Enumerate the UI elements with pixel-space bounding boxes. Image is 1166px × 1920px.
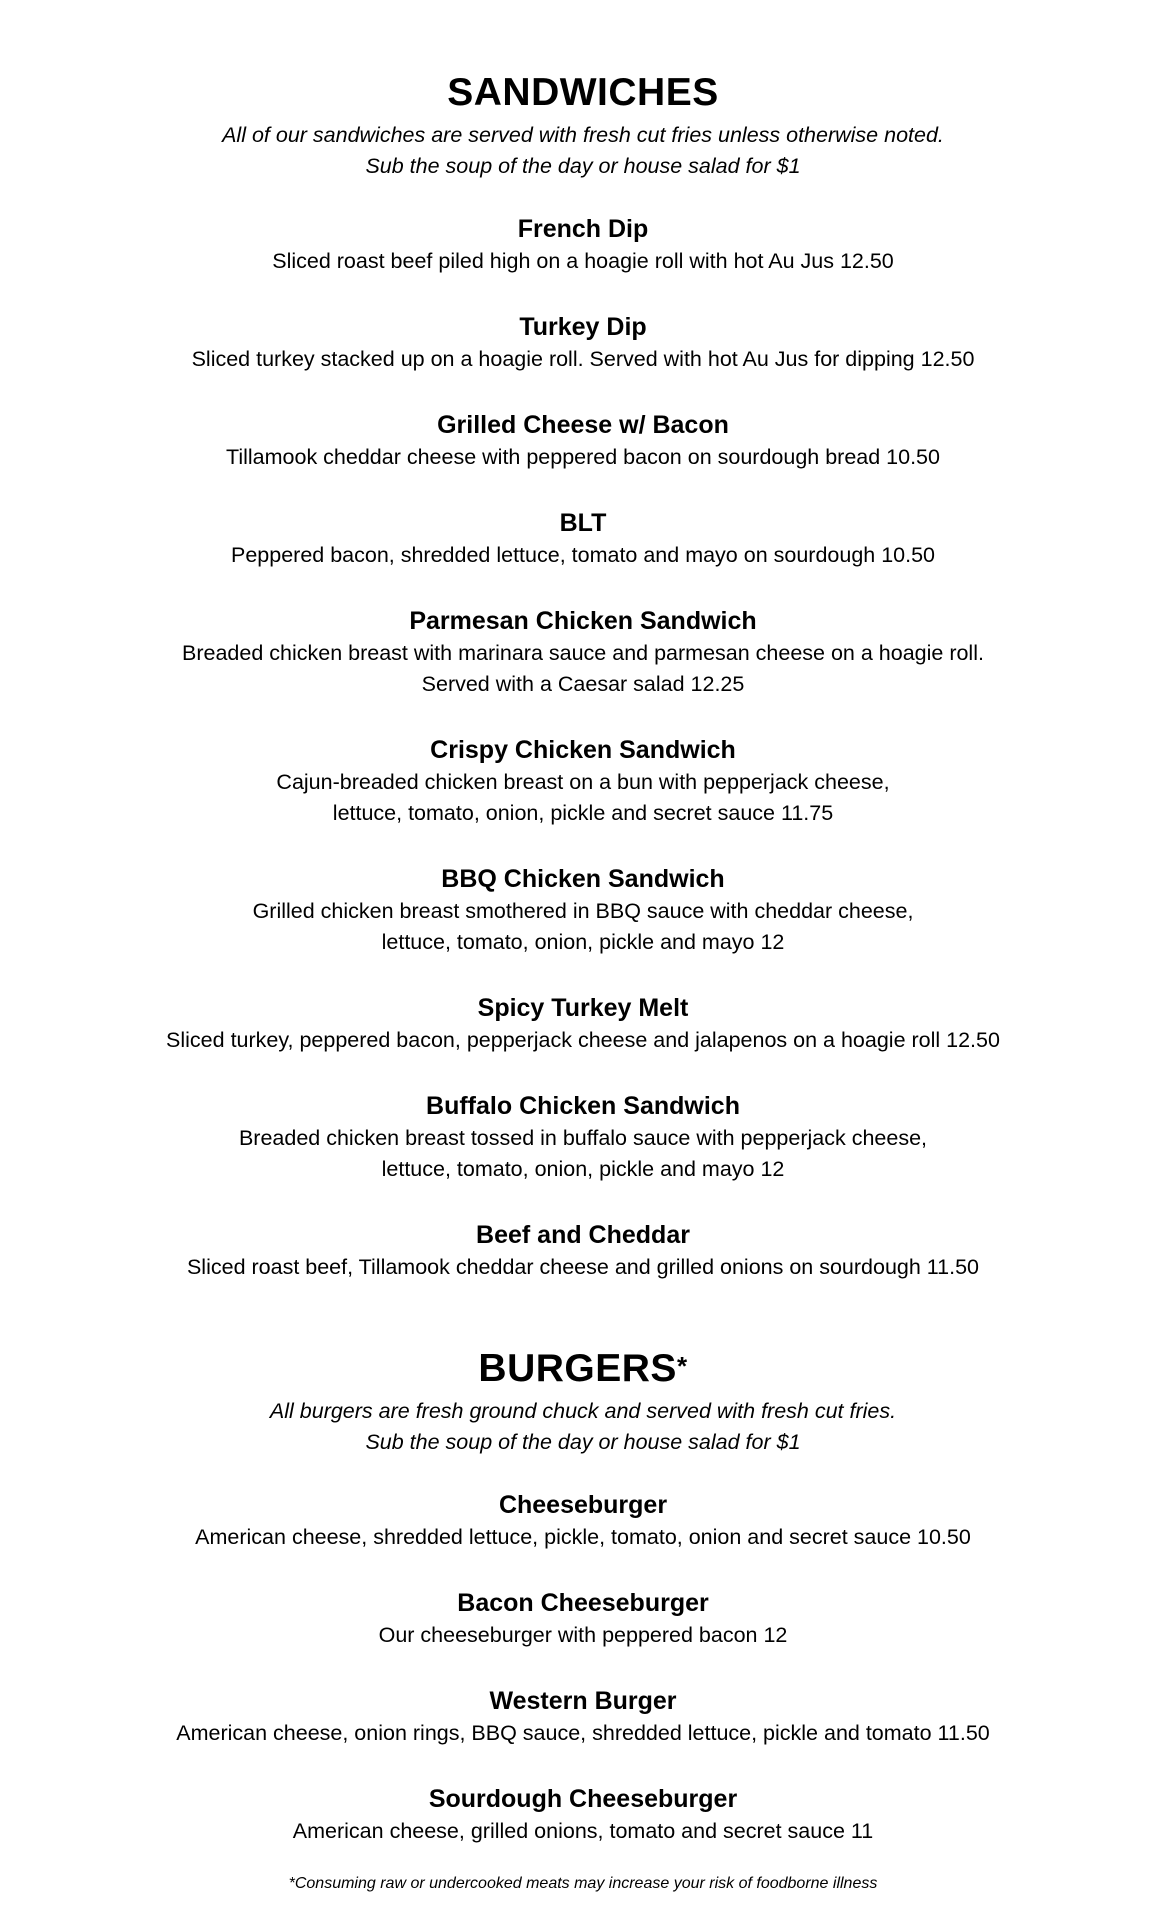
sandwiches-list [0,212,1166,1283]
menu-item-description: Sliced roast beef, Tillamook cheddar cheese and grilled onions on sourdough 11.50 [186,1255,980,1279]
menu-item-description: Tillamook cheddar cheese with peppered bacon on sourdough bread 10.50 [226,445,940,469]
sandwiches-title: SANDWICHES [447,71,719,114]
menu-item [0,1488,1166,1553]
menu-item-description: Sliced roast beef piled high on a hoagie roll with hot Au Jus 12.50 [272,249,894,273]
menu-item-description: Peppered bacon, shredded lettuce, tomato and mayo on sourdough 10.50 [230,543,936,567]
burgers-note-line-1: All burgers are fresh ground chuck and served with fresh cut fries. [269,1399,897,1423]
menu-item-name: Beef and Cheddar [476,1221,690,1249]
menu-item-name: Bacon Cheeseburger [457,1589,709,1617]
menu-item-description: Our cheeseburger with peppered bacon 12 [378,1623,788,1647]
menu-item-description: American cheese, grilled onions, tomato and secret sauce 11 [292,1819,874,1843]
menu-item-description-line-2: lettuce, tomato, onion, pickle and mayo 12 [381,930,785,954]
menu-item-name: Western Burger [489,1687,677,1715]
menu-item-description-line-1: Breaded chicken breast tossed in buffalo sauce with pepperjack cheese, [238,1126,928,1150]
menu-item [0,1089,1166,1185]
menu-item-name: BLT [559,509,607,537]
menu-item-name: Crispy Chicken Sandwich [430,736,736,764]
menu-item [0,1586,1166,1651]
menu-item-description-line-2: lettuce, tomato, onion, pickle and secret sauce 11.75 [332,801,834,825]
menu-item [0,1218,1166,1283]
sandwiches-section [0,68,1166,1283]
menu-item [0,991,1166,1056]
menu-item-name: Cheeseburger [498,1491,668,1519]
menu-item-description-line-2: lettuce, tomato, onion, pickle and mayo 12 [381,1157,785,1181]
burgers-list [0,1488,1166,1847]
menu-item-description-line-1: Cajun-breaded chicken breast on a bun with pepperjack cheese, [276,770,890,794]
menu-item-name: French Dip [517,215,649,243]
menu-item-description: Sliced turkey, peppered bacon, pepperjack cheese and jalapenos on a hoagie roll 12.50 [166,1028,1000,1052]
menu-item-name: Grilled Cheese w/ Bacon [437,411,729,439]
menu-item-name: BBQ Chicken Sandwich [441,865,725,893]
menu-item [0,506,1166,571]
menu-item [0,1782,1166,1847]
footnote: *Consuming raw or undercooked meats may increase your risk of foodborne illness [288,1875,878,1892]
menu-item-description-line-2: Served with a Caesar salad 12.25 [421,672,745,696]
menu-item [0,212,1166,277]
sandwiches-note [0,120,1166,182]
menu-item-description-line-1: Breaded chicken breast with marinara sauce and parmesan cheese on a hoagie roll. [182,641,984,665]
menu-item-name: Buffalo Chicken Sandwich [426,1092,740,1120]
menu-item [0,733,1166,829]
burgers-note [0,1396,1166,1458]
sandwiches-note-line-1: All of our sandwiches are served with fresh cut fries unless otherwise noted. [222,123,944,147]
burgers-note-line-2: Sub the soup of the day or house salad for $1 [365,1430,801,1454]
menu-item-description: American cheese, onion rings, BBQ sauce, shredded lettuce, pickle and tomato 11.50 [176,1721,990,1745]
menu-item [0,1684,1166,1749]
burgers-title-text: BURGERS [478,1347,677,1390]
burgers-title-asterisk: * [676,1351,688,1381]
menu-item-description: Sliced turkey stacked up on a hoagie roll. Served with hot Au Jus for dipping 12.50 [191,347,975,371]
menu-item-name: Parmesan Chicken Sandwich [409,607,757,635]
menu-item [0,862,1166,958]
menu-item-description-line-1: Grilled chicken breast smothered in BBQ sauce with cheddar cheese, [252,899,914,923]
menu-item [0,604,1166,700]
sandwiches-note-line-2: Sub the soup of the day or house salad for $1 [365,154,801,178]
menu-item-name: Spicy Turkey Melt [477,994,689,1022]
menu-item [0,310,1166,375]
burgers-title [0,1341,1166,1394]
menu-item [0,408,1166,473]
menu-item-name: Turkey Dip [519,313,647,341]
burgers-section [0,1341,1166,1847]
menu-item-name: Sourdough Cheeseburger [428,1785,738,1813]
menu-item-description: American cheese, shredded lettuce, pickle, tomato, onion and secret sauce 10.50 [195,1525,971,1549]
